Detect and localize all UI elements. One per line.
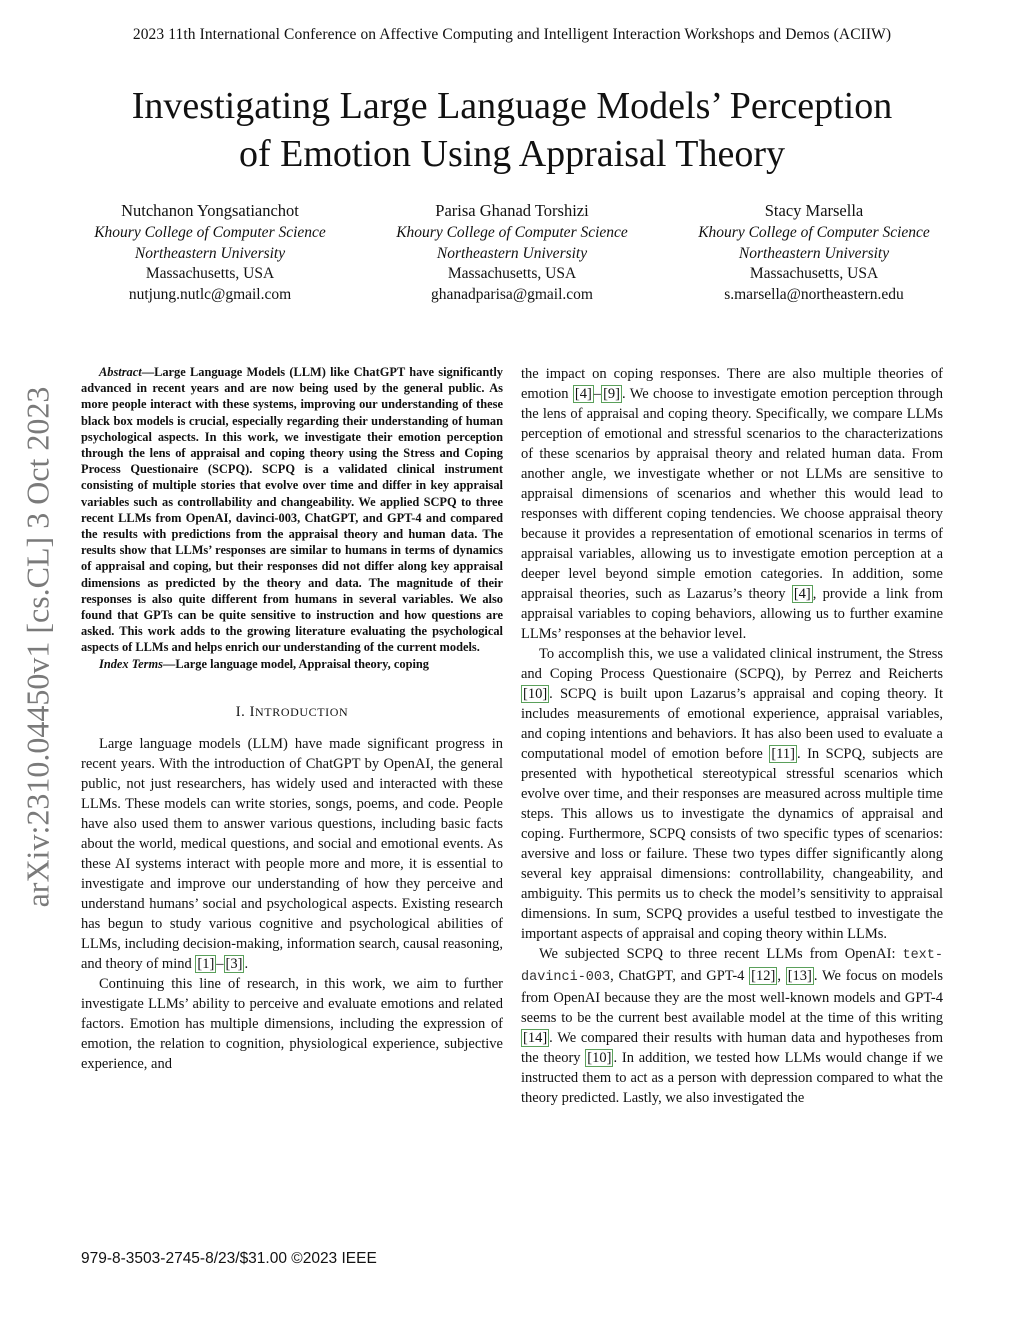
paper-title [60, 82, 964, 178]
author-university: Northeastern University [134, 244, 286, 262]
paragraph-text: the impact on coping responses. There are also multiple theories of emotion [521, 366, 943, 402]
range-dash: – [593, 386, 602, 402]
paragraph-text: Large language models (LLM) have made significant progress in recent years. With the introduction of ChatGPT by OpenAI, the general public, not just researchers, has widely used and interacted with these LLMs. These models can write stories, songs, poems, and code. People have also used them to answer various questions, including basic facts about the world, medical questions, and social and emotional events. As these AI systems interact with people more and more, it is essential to investigate and improve our understanding of how they perceive and understand humans’ social and psychological aspects. Existing research has begun to study various cognitive and psychological abilities of LLMs, including decision-making, information search, causal reasoning, and theory of mind [81, 735, 504, 972]
intro-paragraph-4 [521, 944, 943, 1108]
citation-link[interactable]: [3] [225, 955, 243, 972]
author-name: Stacy Marsella [764, 201, 864, 220]
abstract-text: —Large Language Models (LLM) like ChatGPT have significantly advanced in recent years and are now being used by the general public. As more people interact with these systems, improving our understanding of these black box models is crucial, especially regarding their understanding of human psychological aspects. In this work, we investigate their emotion perception through the lens of appraisal and coping theory using the Stress and Coping Process Questionaire (SCPQ). SCPQ is a validated clinical instrument consisting of multiple stories that evolve over time and differ in key appraisal variables such as controllability and changeability. We applied SCPQ to three recent LLMs from OpenAI, davinci-003, ChatGPT, and GPT-4 and compared the results with predictions from the appraisal theory and human data. The results show that LLMs’ responses are similar to humans in terms of dynamics of appraisal and coping, but their responses did not differ along key appraisal dimensions as predicted by the theory and data. The magnitude of their responses is also quite different from humans in several variables. We also found that GPTs can be quite sensitive to instruction and how questions are asked. This work adds to the growing literature evaluating the psychological aspects of LLMs and helps enrich our understanding of the current models. [81, 365, 503, 655]
intro-paragraph-3 [521, 644, 943, 944]
paragraph-text: . We choose to investigate emotion perception through the lens of appraisal and coping theory. Specifically, we compare LLMs perception of emotional and stressful scenarios to the characterizations of these scenarios by appraisal theory and related human data. From another angle, we investigate whether or not LLMs are sensitive to appraisal dimensions of scenarios and whether this would lead to responses with different coping tendencies. We choose appraisal theory because it provides a representation of emotional scenarios in terms of appraisal variables, allowing us to investigate emotion perception at a deeper level beyond simple emotion categories. In addition, some appraisal theories, such as Lazarus’s theory [521, 386, 943, 602]
citation-link[interactable]: [4] [574, 386, 592, 402]
paragraph-text: , provide a link from appraisal variables to coping behaviors, allowing us to further examine LLMs’ responses at the behavior level. [521, 586, 943, 642]
paragraph-text: , ChatGPT, and GPT-4 [610, 968, 750, 984]
paragraph-text: We subjected SCPQ to three recent LLMs from OpenAI: [539, 946, 903, 962]
title-line-1: Investigating Large Language Models’ Perception [131, 85, 893, 127]
paragraph-text: To accomplish this, we use a validated clinical instrument, the Stress and Coping Process Questionaire (SCPQ), by Perrez and Reicherts [521, 646, 943, 682]
author-email: nutjung.nutlc@gmail.com [128, 286, 292, 304]
paragraph-text: . We focus on models from OpenAI because they are the most well-known models and GPT-4 seems to be the current best available model at the time of this writing [521, 968, 943, 1026]
arxiv-stamp: arXiv:2310.04450v1 [cs.CL] 3 Oct 2023 [19, 386, 56, 908]
abstract [81, 364, 503, 656]
index-terms-lead: Index Terms [99, 656, 163, 671]
author-block [60, 201, 964, 306]
paragraph-text: . In SCPQ, subjects are presented with hypothetical stereotypical stressful scenarios which evolve over time, and their responses are measured across multiple time steps. This allows us to investigate the dynamics of appraisal and coping. Furthermore, SCPQ consists of two specific types of scenarios: aversive and loss or failure. These two types differ significantly along several key appraisal dimensions: controllability, changeability, and ambiguity. This permits us to check the model’s sensitivity to appraisal dimensions. In sum, SCPQ provides a useful testbed to investigate the important aspects of appraisal and coping theory within LLMs. [521, 746, 943, 942]
citation-link[interactable]: [11] [771, 746, 795, 762]
author-3 [664, 201, 964, 306]
title-line-2: of Emotion Using Appraisal Theory [238, 133, 785, 175]
citation-link[interactable]: [9] [603, 386, 620, 402]
section-numeral: I. [235, 703, 250, 720]
section-first-letter: I [249, 703, 256, 720]
author-location: Massachusetts, USA [145, 265, 275, 283]
author-1 [60, 201, 360, 306]
author-email: ghanadparisa@gmail.com [431, 286, 593, 304]
author-affiliation: Khoury College of Computer Science [698, 223, 930, 241]
author-location: Massachusetts, USA [447, 265, 577, 283]
abstract-lead: Abstract [99, 365, 142, 379]
citation-link[interactable]: [10] [587, 1050, 612, 1066]
citation-link[interactable]: [13] [787, 968, 812, 984]
left-column [81, 364, 503, 1074]
author-name: Nutchanon Yongsatianchot [121, 201, 299, 220]
intro-paragraph-2-cont [521, 364, 943, 644]
author-location: Massachusetts, USA [749, 265, 879, 283]
author-name: Parisa Ghanad Torshizi [435, 201, 589, 220]
intro-paragraph-1 [81, 734, 503, 974]
paragraph-text: . In addition, we tested how LLMs would change if we instructed them to act as a person with depression compared to what the theory predicted. Lastly, we also investigated the [521, 1050, 943, 1106]
section-heading-introduction [81, 702, 503, 722]
author-affiliation: Khoury College of Computer Science [94, 223, 326, 241]
conference-header: 2023 11th International Conference on Affective Computing and Intelligent Interaction Workshops and Demos (ACIIW) [132, 26, 892, 43]
period: . [244, 955, 249, 972]
index-terms [81, 656, 503, 672]
author-university: Northeastern University [436, 244, 588, 262]
intro-paragraph-2: Continuing this line of research, in this work, we aim to further investigate LLMs’ ability to perceive and evaluate emotions and related factors. Emotion has multiple dimensions, including the expression of emotion, the relation to cognition, physiological experience, subjective experience, and [81, 975, 503, 1072]
range-dash: – [216, 955, 224, 972]
citation-link[interactable]: [1] [197, 955, 215, 972]
author-email: s.marsella@northeastern.edu [724, 286, 904, 304]
author-affiliation: Khoury College of Computer Science [396, 223, 628, 241]
right-column [521, 364, 943, 1108]
citation-link[interactable]: [12] [751, 968, 776, 984]
author-2 [362, 201, 662, 306]
author-university: Northeastern University [738, 244, 890, 262]
copyright-footer: 979-8-3503-2745-8/23/$31.00 ©2023 IEEE [81, 1250, 377, 1267]
separator: , [777, 968, 786, 984]
section-rest: NTRODUCTION [255, 704, 349, 719]
citation-link[interactable]: [4] [793, 586, 811, 602]
paragraph-text: . We compared their results with human data and hypotheses from the theory [521, 1030, 943, 1066]
citation-link[interactable]: [14] [523, 1030, 548, 1046]
citation-link[interactable]: [10] [523, 686, 548, 702]
index-terms-text: —Large language model, Appraisal theory, coping [162, 656, 429, 671]
model-code-name: text-davinci-003 [521, 948, 943, 985]
paragraph-text: . SCPQ is built upon Lazarus’s appraisal and coping theory. It includes measurements of emotional experience, appraisal variables, and coping intentions and behaviors. It has also been used to evaluate a computational model of emotion before [521, 686, 943, 762]
